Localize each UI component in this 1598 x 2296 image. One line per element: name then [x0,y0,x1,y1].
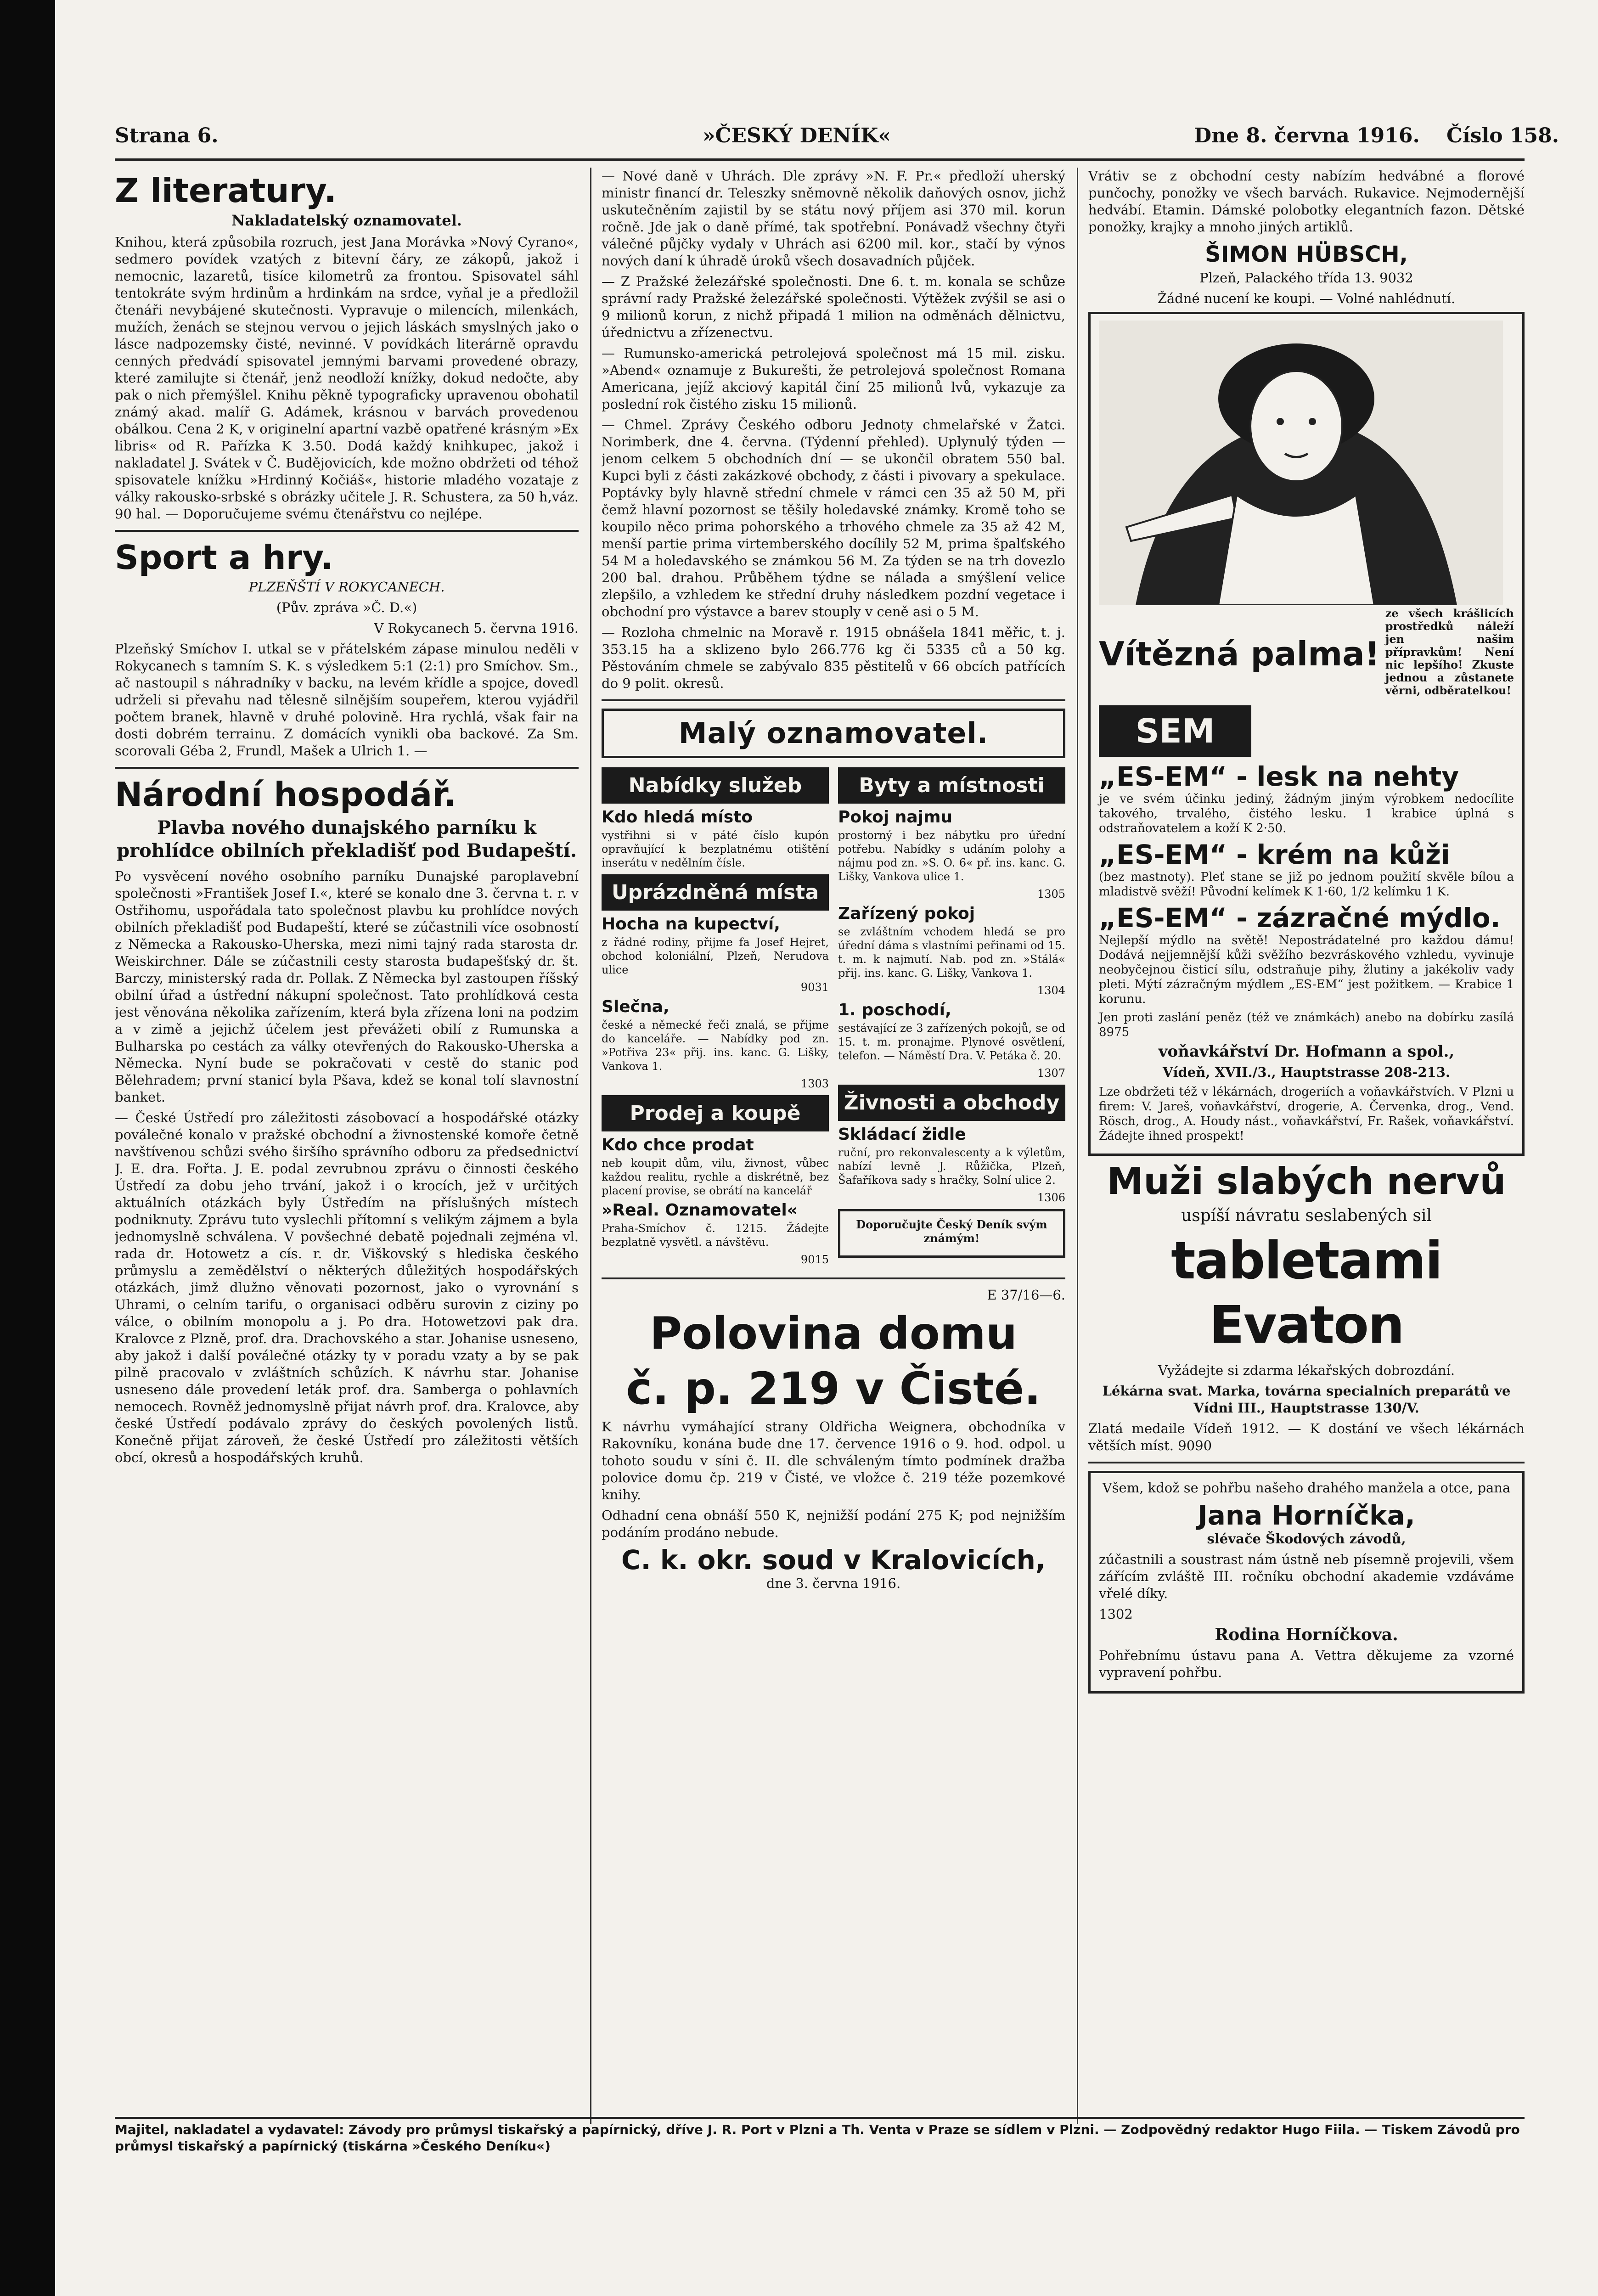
court-reference: E 37/16—6. [987,1287,1065,1303]
auction-title: Polovina domu [649,1308,1018,1359]
news-item: — Nové daně v Uhrách. Dle zprávy »N. F. Pr.« předloží uherský ministr financí dr. Teleszky sněmovně několik daňových osnov, jichž uskutečněním zajistil by se státu nový příjem asi 370 mil. korun ročně. Jde jak o daně přímé, tak spotřební. Ponávadž všechny čtyři válečné půjčky vydaly v Uhrách asi 6200 mil. kor., stačí by výnos nových daní k úhradě úroků všech dosavadních půjček. [602,168,1065,269]
thanks-box [1088,1471,1525,1694]
auction-title-2: č. p. 219 v Čisté. [626,1363,1041,1414]
divider [1088,1462,1525,1463]
ad-text: vystřihni si v páté číslo kupón opravňující k bezplatnému otištění inserátu v nedělním čísle. [602,829,829,869]
ad-number: 1305 [1037,888,1065,900]
article-text: Plzeňský Smíchov I. utkal se v přátelském zápase minulou neděli v Rokycanech s tamním S. K. s výsledkem 5:1 (2:1) pro Smíchov. Sm., ač nastoupil s náhradníky v backu, na levém křídle a spojce, dovedl udrželi si převahu nad tělesně silnějším soupeřem, kterou vyjádřil počtem branek, hlavně v druhé polovině. Hra rychlá, však fair na dosti dobrém terrainu. Z domácích vynikli oba backové. Za Sm. scorovali Géba 2, Frundl, Mašek a Ulrich 1. — [115,641,579,759]
ad-text: se zvláštním vchodem hledá se pro úřední dáma s vlastními peřinami od 15. t. m. k najmutí. Nab. pod zn. »Stálá« přij. ins. kanc. G. Lišky, Vankova 1. [838,925,1065,979]
evaton-sub: uspíší návratu seslabených sil [1181,1206,1432,1225]
sem-ad-box [1088,312,1525,1156]
article-headline: Plavba nového dunajského parníku k prohlídce obilních překladišť pod Budapeští. [117,817,577,861]
palma-text: ze všech krášlicích prostředků náleží jen našim přípravkům! Není nic lepšího! Zkuste jednou a zůstanete věrni, odběratelkou! [1385,607,1514,697]
classifieds-title-box [602,709,1065,758]
ad-number: 1304 [1037,984,1065,997]
page-number: Strana 6. [115,124,219,147]
classifieds-column-left [602,763,829,1270]
scan-edge [0,0,55,2296]
article-text: Knihou, která způsobila rozruch, jest Jana Morávka »Nový Cyrano«, sedmero povídek vzatých z bitevní čáry, ze zákopů, jakož i nemocnic, lazaretů, tisíce kilometrů za frontou. Spisovatel sáhl tentokráte svým hrdinům a hrdinkám na srdce, vyňal je a předložil čtenáři nevybájené skutečnosti. Vypravuje o milencích, milenkách, mužích, ženách se stejnou vervou o jejich láskách smyslných jako o lásce nadpozemsky čisté, nevinné. V povídkách literárně opravdu cenných předvádí spisovatel jemnými barvami provedené obrazy, které zamilujte si čtenář, jenž neodloží knížky, dokud nedočte, aby pak o nich přemýšlel. Knihu pěkně typograficky upravenou obohatil známý akad. malíř G. Adámek, krásnou v barvách provedenou obálkou. Cena 2 K, v originelní apartní vazbě opatřené krásným »Ex libris« od R. Pařízka K 3.50. Dodá každý knihkupec, jakož i nakladatel J. Svátek v Č. Budějovicích, kde možno obdržeti od téhož spisovatele knížku »Hrdinný Kočiáš«, historie mladého vozataje z války rakousko-srbské s obrázky učitele J. R. Schustera, za 50 h,váz. 90 hal. — Doporučujeme svému čtenářstvu co nejlépe. [115,234,579,522]
shop-address-text: Plzeň, Palackého třída 13. [1199,270,1375,286]
section-subtitle: Nakladatelský oznamovatel. [231,212,462,229]
ad-heading: Kdo chce prodat [602,1136,754,1154]
category-services: Nabídky služeb [602,767,829,804]
imprint: Majitel, nakladatel a vydavatel: Závody pro průmysl tiskařský a papírnický, dříve J. R. Port v Plzni a Th. Venta v Praze se sídlem v Plzni. — Zodpovědný redaktor Hugo Fiila. — Tiskem Závodů pro průmysl tiskařský a papírnický (tiskárna »Českého Deníku«) [115,2122,1520,2154]
shop-owner: ŠIMON HÜBSCH, [1205,242,1408,267]
news-item: — Rozloha chmelnic na Moravě r. 1915 obnášela 1841 měřic, t. j. 353.15 ha a sklizeno bylo 266.776 kg či 5335 ců a 50 kg. Pěstováním chmele se zabývalo 835 pěstitelů v 66 obcích patřících do 9 polit. okresů. [602,625,1065,691]
ad-heading: Zařízený pokoj [838,904,975,923]
ad-text: ruční, pro rekonvalescenty a k výletům, nabízí levně J. Růžička, Plzeň, Šafaříkova sady s hračky, Solní ulice 2. [838,1146,1065,1187]
ad-text: z řádné rodiny, přijme fa Josef Hejret, obchod koloniální, Plzeň, Nerudova ulice [602,936,829,976]
footer-rule [115,2117,1525,2119]
ad-text: prostorný i bez nábytku pro úřední potřebu. Nabídky s udáním polohy a nájmu pod zn. »S. O. 6« př. ins. kanc. G. Lišky, Vankova ulice 1. [838,829,1065,883]
deceased-name: Jana Horníčka, [1198,1500,1415,1531]
ad-heading: Skládací židle [838,1125,966,1144]
evaton-pharmacy: Lékárna svat. Marka, továrna specialních preparátů ve Vídni III., Hauptstrasse 130/V. [1102,1383,1511,1416]
recommend-text: Doporučujte Český Deník svým známým! [856,1218,1047,1245]
product-nail-gloss: „ES-EM“ - lesk na nehty [1099,761,1459,792]
category-vacancies: Uprázdněná místa [602,874,829,911]
evaton-text: Vyžádejte si zdarma lékařských dobrozdání. [1158,1362,1455,1378]
ad-heading: 1. poschodí, [838,1001,951,1019]
page-header [115,124,1559,156]
ad-text: české a německé řeči znalá, se přijme do kanceláře. — Nabídky pod zn. »Potřiva 23« přij. ins. kanc. G. Lišky, Vankova 1. [602,1019,829,1073]
article-source: (Pův. zpráva »Č. D.«) [276,600,417,615]
column-divider [590,168,591,2124]
section-title-literature: Z literatury. [115,171,337,210]
divider [602,1277,1065,1279]
classifieds-column-right [838,763,1065,1270]
firm-name: voňavkářství Dr. Hofmann a spol., [1158,1042,1455,1061]
thanks-text: zúčastnili a soustrast nám ústně neb písemně projevili, všem zářícím zvláště III. ročníku obchodní akademie vzdáváme vřelé díky. [1099,1552,1514,1601]
classifieds-grid [602,763,1065,1270]
product-order [1099,1010,1514,1040]
auction-text: K návrhu vymáhající strany Oldřicha Weignera, obchodníka v Rakovníku, konána bude dne 17. července 1916 o 9. hod. odpol. u tohoto soudu v síni č. II. dle schváleným tímto podmínek dražba polovice domu čp. 219 v Čisté, ve vložce č. 219 téže pozemkové knihy. [602,1419,1065,1503]
shop-ad-number: 9032 [1379,270,1413,286]
product-skin-cream: „ES-EM“ - krém na kůži [1099,839,1450,870]
masthead: »ČESKÝ DENÍK« [703,124,891,147]
evaton-availability [1088,1420,1525,1454]
recommend-box [838,1209,1065,1258]
product-soap: „ES-EM“ - zázračné mýdlo. [1099,902,1501,934]
divider [602,699,1065,701]
ad-text: neb koupit dům, vilu, živnost, vůbec každou realitu, rychle a diskrétně, bez placení provise, se obrátí na kancelář [602,1157,829,1197]
firm-stockists: Lze obdržeti též v lékárnách, drogeriích a voňavkářstvích. V Plzni u firem: V. Jareš, voňavkářství, drogerie, A. Červenka, drog., Vend. Rösch, drog., A. Houdy nást., voňavkářství, Fr. Rašek, voňavkářství. Žádejte ihned prospekt! [1099,1085,1514,1143]
classifieds-title: Malý oznamovatel. [678,716,989,750]
ad-heading: »Real. Oznamovatel« [602,1201,798,1220]
deceased-occupation: slévače Škodových závodů, [1207,1531,1406,1547]
ad-number: 9015 [800,1253,829,1266]
ad-heading: Slečna, [602,997,670,1016]
section-title-economy: Národní hospodář. [115,775,456,814]
shop-ad-text: Vrátiv se z obchodní cesty nabízím hedvábné a florové punčochy, ponožky ve všech barvách. Rukavice. Nejmodernější hedvábí. Etamin. Dámské polobotky elegantních fazon. Dětské ponožky, krajky a mnoho jiných artiklů. [1088,168,1525,235]
column-left [115,168,579,2110]
shop-note: Žádné nucení ke koupi. — Volné nahlédnutí. [1157,291,1456,306]
palma-title: Vítězná palma! [1099,635,1380,673]
header-rule [115,158,1525,161]
court-date: dne 3. června 1916. [766,1576,901,1591]
category-rooms: Byty a místnosti [838,767,1065,804]
article-text: Po vysvěcení nového osobního parníku Dunajské paroplavební společnosti »František Josef I.«, které se konalo dne 3. června t. r. v Ostřihomu, uspořádala tato společnost plavbu ku prohlídce nových obilních překladišť pod Budapeští, které se zúčastnili více osobností z Německa a Rakousko-Uherska, mezi nimi tajný rada starosta dr. Weiskirchner. Dále se zúčastnili cesty starosta budapešťský dr. št. Barczy, ministerský rada dr. Pollak. Z Německa byl zastoupen říšský obilní úřad a ústřední nákupní společnost. Tato prohlídková cesta jest věnována několika zařízením, která byla zřízena loni na podzim a v zimě a jejichž účelem jest převážeti obilí z Rumunska a Bulharska po cestách za války otevřených do Rakousko-Uherska a Německa. Nyní bude se pokračovati v cestě do stanic pod Bělehradem; první stanicí byla Pšava, kdež se konal tolí slavnostní banket. [115,868,579,1105]
column-middle [602,168,1065,2110]
newspaper-page [55,0,1598,2296]
thanks-text: Pohřebnímu ústavu pana A. Vettra děkujeme za vzorné vypravení pohřbu. [1099,1648,1514,1680]
ad-number: 9031 [800,981,829,994]
category-trades: Živnosti a obchody [838,1085,1065,1121]
evaton-product: tabletami Evaton [1171,1231,1442,1355]
firm-address: Vídeň, XVII./3., Hauptstrasse 208-213. [1163,1064,1450,1080]
evaton-ad-number: 9090 [1178,1438,1212,1453]
issue-number: Číslo 158. [1446,124,1559,147]
section-title-sport: Sport a hry. [115,538,333,577]
article-dateline: V Rokycanech 5. června 1916. [374,620,579,636]
news-item: — Chmel. Zprávy Českého odboru Jednoty chmelařské v Žatci. Norimberk, dne 4. června. (Týdenní přehled). Uplynulý týden — jenom celkem 5 obchodních dní — se ukončil obratem 550 bal. Kupci byli z části zakázkové obchody, z části i pivovary a spekulace. Poptávky byly hlavně střední chmele v rámci cen 35 až 50 M, při čemž hlavní pozornost se těšily holedavské známky. Kromě toho se koupilo něco prima pohorského a trhového chmele za 35 až 42 M, menší partie prima virtemberského docílily 52 M, prima špalťského 54 M a holedavského se známkou 56 M. Za týden se na trh dovezlo 200 bal. drahou. Průběhem týdne se nálada a smýšlení velice zlepšilo, a vzhledem ke střední druhy následkem pozdní vegetace i obchodní pro výstavce a barev stouply v ceně asi o 5 M. [602,417,1065,619]
article-text: — České Ústředí pro záležitosti zásobovací a hospodářské otázky poválečné konalo v pražské obchodní a živnostenské komoře četně navštívenou schůzi svého širšího správního odboru za předsednictví J. E. dra. Fořta. J. E. podal zevrubnou zprávu o činnosti českého Ústředí za dobu jeho trvání, jakož i o krocích, jež v určitých aktuálních otázkách byly Ústředím na příslušných místech podniknuty. Zprávu tuto vyslechli přítomní s velikým zájmem a byla jednomyslně schválena. V povšechné debatě pojednali zejména vl. rada dr. Hotowetz a cís. r. dr. Viškovský s hlediska českého průmyslu a zemědělství o některých důležitých hospodářských otázkách, jimž dlužno věnovati pozornost, jako o vyrovnání s Uhrami, o celním tarifu, o organisaci odběru surovin z ciziny po válce, o obilním monopolu a j. Po dra. Hotowetzovi pak dra. Kralovce z Plzně, prof. dra. Drachovského a star. Johanise usneseno, aby jakož i další poválečné otázky ty v poradu vzaty a by se pak pilně pracovalo v zvláštních schůzích. K návrhu star. Johanise usneseno dále provedení leták prof. dra. Samberga o pohlavních nemocech. Rovněž jednomyslně přijat návrh prof. dra. Kralovce, aby české Ústředí podávalo zprávy do českých povolených listů. Konečně přijat zároveň, že české Ústředí pro záležitosti větších obcí, okresů a hospodářských kruhů. [115,1110,579,1465]
ad-number: 1307 [1037,1067,1065,1080]
woman-illustration [1099,321,1503,605]
evaton-availability-text: Zlatá medaile Vídeň 1912. — K dostání ve všech lékárnách větších míst. [1088,1421,1525,1453]
news-item: — Rumunsko-americká petrolejová společnost má 15 mil. zisku. »Abend« oznamuje z Bukurešti, že petrolejová společnost Romana Americana, jejíž akciový kapitál činí 25 milionů lvů, vykazuje za poslední rok čistého zisku 15 milionů. [602,345,1065,412]
product-ad-number: 8975 [1099,1025,1130,1039]
evaton-headline: Muži slabých nervů [1107,1160,1506,1203]
column-divider [1077,168,1078,2124]
product-order-text: Jen proti zaslání peněz (též ve známkách) anebo na dobírku zasílá [1099,1011,1514,1024]
ad-number: 1306 [1037,1191,1065,1204]
column-right [1088,168,1525,2110]
article-headline: PLZEŇŠTÍ V ROKYCANECH. [248,579,445,595]
category-buy-sell: Prodej a koupě [602,1095,829,1131]
palma-row [1099,607,1514,701]
ad-text: Praha-Smíchov č. 1215. Žádejte bezplatně vysvětl. a návštěvu. [602,1222,829,1249]
court-name: C. k. okr. soud v Kralovicích, [621,1544,1046,1576]
issue-date: Dne 8. června 1916. [1194,124,1420,147]
product-text: je ve svém účinku jediný, žádným jiným výrobkem nedocílite takového, trvalého, čistého lesku. 1 krabice úplná s odstraňovatelem a koží K 2·50. [1099,792,1514,835]
ad-heading: Pokoj najmu [838,808,953,827]
auction-text: Odhadní cena obnáší 550 K, nejnižší podání 275 K; pod nejnižším podáním prodáno nebude. [602,1508,1065,1540]
product-text: Nejlepší mýdlo na světě! Nepostrádatelné pro každou dámu! Dodává nejjemnější kůži svěžího bezvráskového vzhledu, vyvinuje neobyčejnou čisticí sílu, odstraňuje pihy, žlutiny a jakékoliv vady pleti. Mýtí zázračným mýdlem „ES-EM“ jest požitkem. — Krabice 1 korunu. [1099,934,1514,1006]
ad-heading: Kdo hledá místo [602,808,753,827]
news-item: — Z Pražské železářské společnosti. Dne 6. t. m. konala se schůze správní rady Pražské železářské společnosti. Výtěžek zvýšil se asi o 9 milionů korun, z nichž připadá 1 milion na odměnách dělnictvu, úřednictvu a zřízenectvu. [602,274,1065,340]
thanks-text: Všem, kdož se pohřbu našeho drahého manžela a otce, pana [1102,1480,1511,1496]
divider [115,530,579,532]
thanks-ad-number: 1302 [1099,1606,1133,1622]
shop-address [1088,270,1525,287]
ad-text: sestávající ze 3 zařízených pokojů, se od 15. t. m. pronajme. Plynové osvětlení, telefon. — Náměstí Dra. V. Petáka č. 20. [838,1022,1065,1062]
sem-logo: SEM [1099,705,1251,757]
product-text: (bez mastnoty). Pleť stane se již po jednom použití skvěle bílou a mladistvě svěží! Původní kelímek K 1·60, 1/2 kelímku 1 K. [1099,870,1514,899]
divider [115,767,579,769]
ad-heading: Hocha na kupectví, [602,915,780,934]
ad-number: 1303 [800,1077,829,1090]
family-signature: Rodina Horníčkova. [1215,1625,1398,1644]
